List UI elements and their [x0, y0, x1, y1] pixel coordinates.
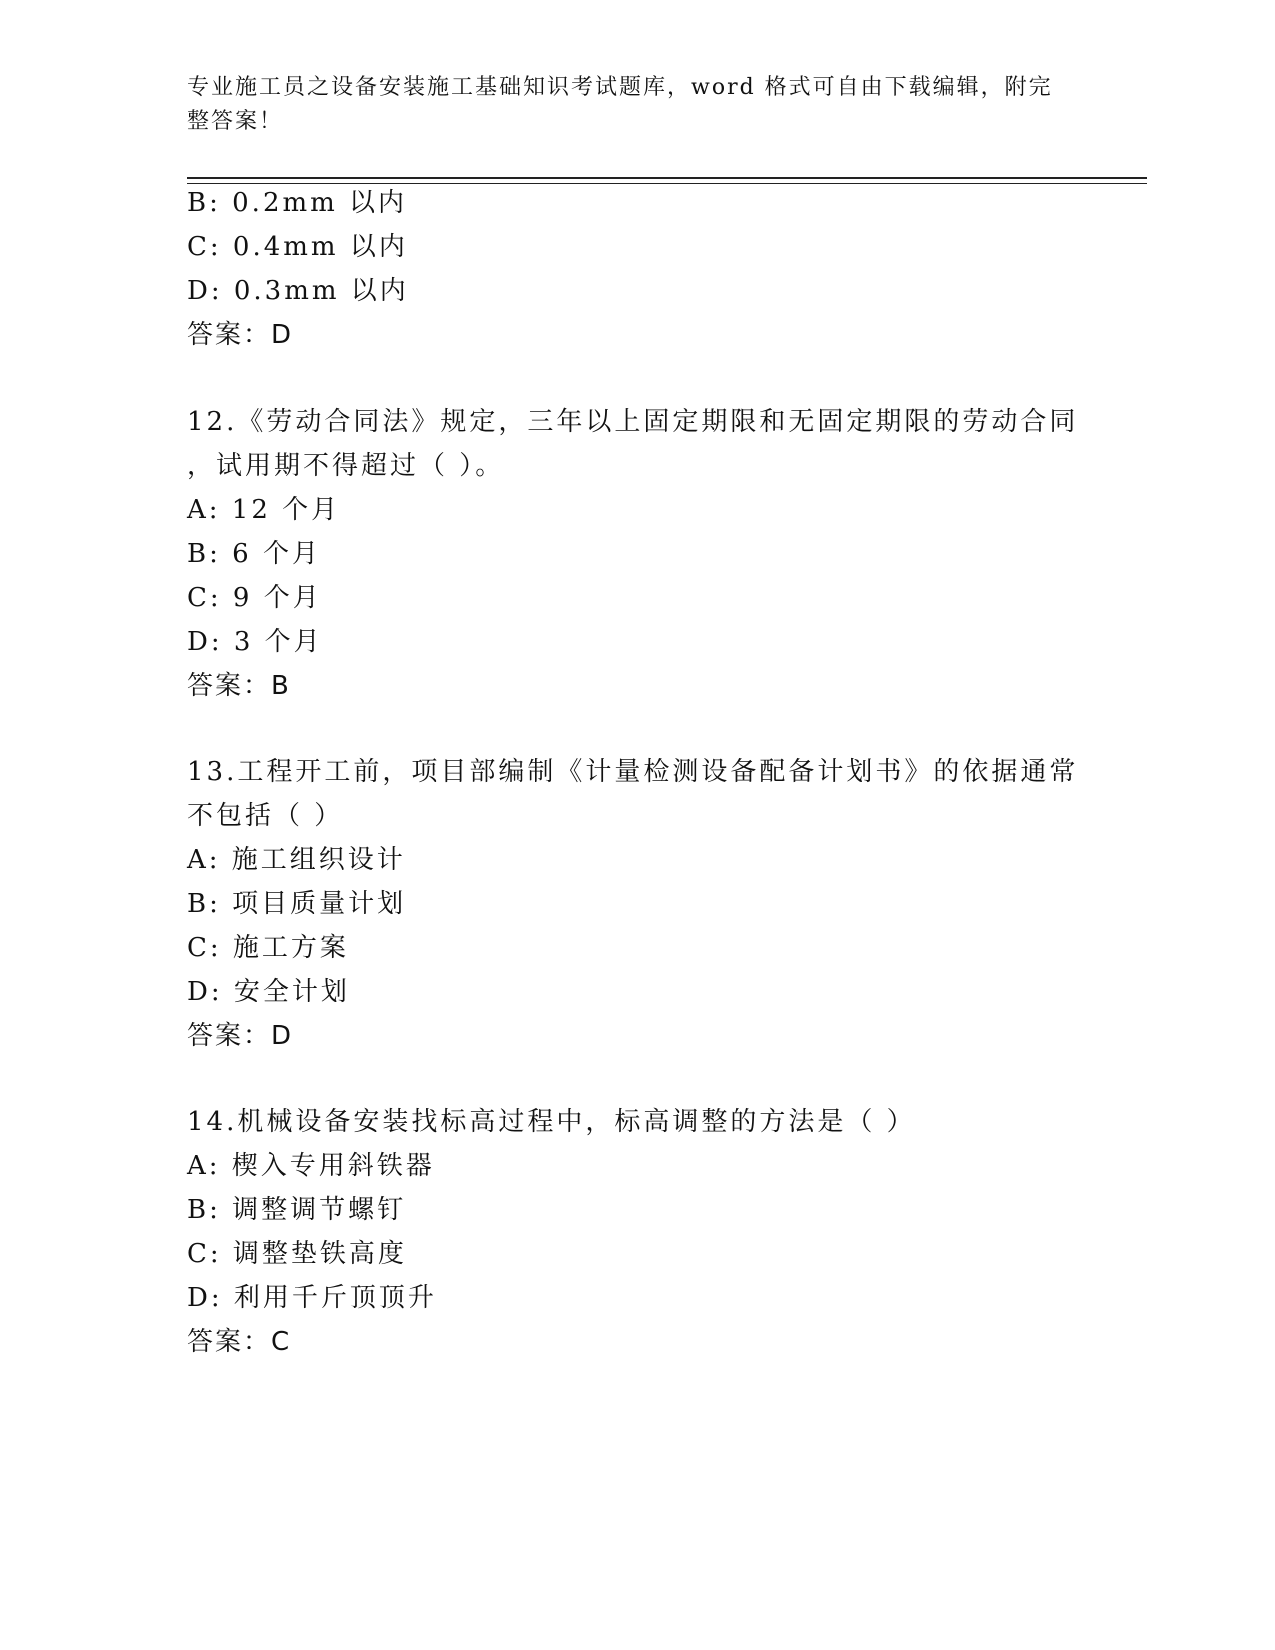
q12-option-a: A: 12 个月	[187, 495, 341, 525]
q14-option-d: D: 利用千斤顶顶升	[187, 1283, 437, 1313]
prev-option-b: B: 0.2mm 以内	[187, 188, 408, 218]
prev-option-c: C: 0.4mm 以内	[187, 232, 408, 262]
q12-option-b: B: 6 个月	[187, 539, 321, 569]
q14-option-b: B: 调整调节螺钉	[187, 1195, 407, 1225]
q13-option-d: D: 安全计划	[187, 977, 350, 1007]
q13-stem-line-2: 不包括（ ）	[187, 801, 344, 831]
prev-option-d: D: 0.3mm 以内	[187, 276, 409, 306]
q13-option-a: A: 施工组织设计	[187, 845, 406, 875]
header-line-2: 整答案！	[187, 109, 284, 134]
header-rule-thick	[187, 177, 1147, 179]
prev-answer: 答案：D	[187, 320, 294, 350]
header-rule-thin	[187, 183, 1147, 184]
q14-option-a: A: 楔入专用斜铁器	[187, 1151, 435, 1181]
q14-answer: 答案：C	[187, 1327, 292, 1357]
q12-answer: 答案：B	[187, 671, 291, 701]
header-line-1: 专业施工员之设备安装施工基础知识考试题库，word 格式可自由下载编辑，附完	[187, 75, 1053, 100]
q12-stem-line-1: 12.《劳动合同法》规定，三年以上固定期限和无固定期限的劳动合同	[187, 407, 1079, 437]
q13-stem-line-1: 13.工程开工前，项目部编制《计量检测设备配备计划书》的依据通常	[187, 757, 1079, 787]
q13-answer: 答案：D	[187, 1021, 294, 1051]
q13-option-b: B: 项目质量计划	[187, 889, 407, 919]
q13-option-c: C: 施工方案	[187, 933, 349, 963]
document-header	[187, 71, 1067, 139]
q12-option-d: D: 3 个月	[187, 627, 323, 657]
q14-stem-line-1: 14.机械设备安装找标高过程中，标高调整的方法是（ ）	[187, 1107, 916, 1137]
q12-stem-line-2: ，试用期不得超过（ ）。	[187, 451, 505, 481]
q12-option-c: C: 9 个月	[187, 583, 322, 613]
q14-option-c: C: 调整垫铁高度	[187, 1239, 407, 1269]
